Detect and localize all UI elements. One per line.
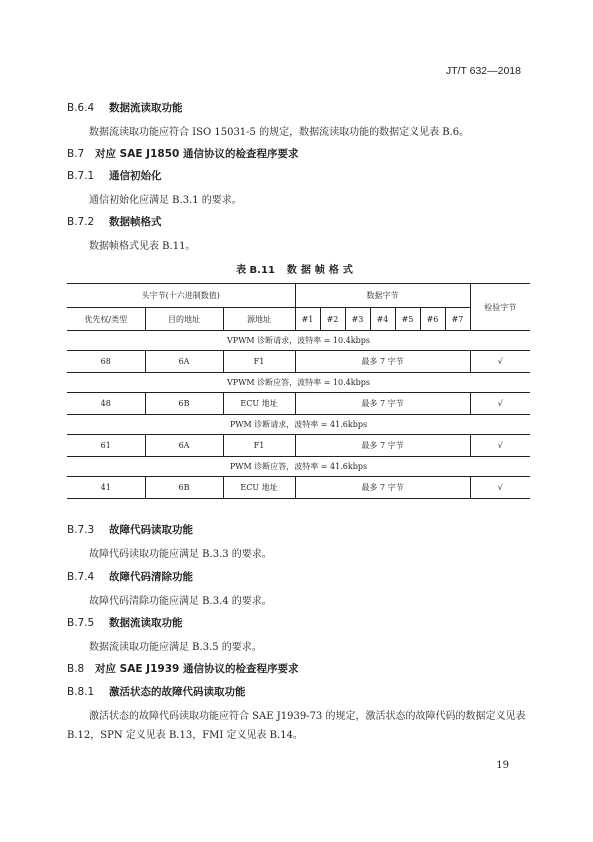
col-byte-4: #4: [370, 308, 395, 331]
cell-source: F1: [223, 435, 295, 457]
cell-source: ECU 地址: [223, 477, 295, 499]
cell-target: 6A: [145, 435, 223, 457]
heading-b73: B.7.3 故障代码读取功能: [67, 524, 193, 536]
cell-priority: 41: [67, 477, 145, 499]
table-row: [67, 393, 530, 415]
para-b81-line1: 激活状态的故障代码读取功能应符合 SAE J1939-73 的规定，激活状态的故障代码的数据定义见表: [89, 711, 526, 722]
standard-code: JT/T 632—2018: [445, 65, 521, 77]
header-bytes-group: 头字节(十六进制数值): [67, 284, 295, 308]
data-frame-table: [67, 283, 530, 499]
col-byte-2: #2: [320, 308, 345, 331]
page-number: 19: [496, 760, 509, 771]
cell-priority: 68: [67, 351, 145, 373]
checksum-header: 检验字节: [470, 284, 530, 331]
heading-b8: B.8 对应 SAE J1939 通信协议的检查程序要求: [67, 663, 299, 675]
para-b72: 数据帧格式见表 B.11。: [89, 241, 196, 252]
cell-check: √: [470, 393, 530, 415]
cell-target: 6B: [145, 477, 223, 499]
heading-b74: B.7.4 故障代码清除功能: [67, 571, 193, 583]
block-label: VPWM 诊断应答，波特率 = 10.4kbps: [67, 373, 530, 393]
heading-b7: B.7 对应 SAE J1850 通信协议的检查程序要求: [67, 148, 299, 160]
cell-priority: 61: [67, 435, 145, 457]
col-byte-1: #1: [295, 308, 320, 331]
col-byte-5: #5: [395, 308, 420, 331]
cell-priority: 48: [67, 393, 145, 415]
table-row: [67, 351, 530, 373]
cell-source: ECU 地址: [223, 393, 295, 415]
col-byte-6: #6: [420, 308, 445, 331]
cell-check: √: [470, 435, 530, 457]
block-label: PWM 诊断应答，波特率 = 41.6kbps: [67, 457, 530, 477]
block-label: PWM 诊断请求，波特率 = 41.6kbps: [67, 415, 530, 435]
cell-data: 最多 7 字节: [295, 393, 470, 415]
col-byte-3: #3: [345, 308, 370, 331]
cell-target: 6A: [145, 351, 223, 373]
heading-b81: B.8.1 激活状态的故障代码读取功能: [67, 686, 246, 698]
para-b75: 数据流读取功能应满足 B.3.5 的要求。: [89, 642, 262, 653]
para-b64: 数据流读取功能应符合 ISO 15031-5 的规定，数据流读取功能的数据定义见表 B.6。: [89, 127, 470, 138]
col-byte-7: #7: [445, 308, 470, 331]
cell-source: F1: [223, 351, 295, 373]
heading-b64: B.6.4 数据流读取功能: [67, 102, 183, 114]
block-label: VPWM 诊断请求，波特率 = 10.4kbps: [67, 331, 530, 351]
para-b73: 故障代码读取功能应满足 B.3.3 的要求。: [89, 549, 272, 560]
col-target: 目的地址: [145, 308, 223, 331]
table-row: [67, 477, 530, 499]
cell-check: √: [470, 351, 530, 373]
col-priority: 优先权/类型: [67, 308, 145, 331]
cell-data: 最多 7 字节: [295, 435, 470, 457]
heading-b71: B.7.1 通信初始化: [67, 170, 162, 182]
table-row: [67, 435, 530, 457]
para-b74: 故障代码清除功能应满足 B.3.4 的要求。: [89, 596, 272, 607]
data-bytes-group: 数据字节: [295, 284, 470, 308]
heading-b75: B.7.5 数据流读取功能: [67, 617, 183, 629]
col-source: 源地址: [223, 308, 295, 331]
table-caption: 表 B.11 数据帧格式: [236, 265, 357, 276]
para-b81-line2: B.12，SPN 定义见表 B.13，FMI 定义见表 B.14。: [67, 730, 303, 741]
heading-b72: B.7.2 数据帧格式: [67, 216, 162, 228]
cell-data: 最多 7 字节: [295, 477, 470, 499]
cell-data: 最多 7 字节: [295, 351, 470, 373]
cell-check: √: [470, 477, 530, 499]
cell-target: 6B: [145, 393, 223, 415]
para-b71: 通信初始化应满足 B.3.1 的要求。: [89, 195, 242, 206]
